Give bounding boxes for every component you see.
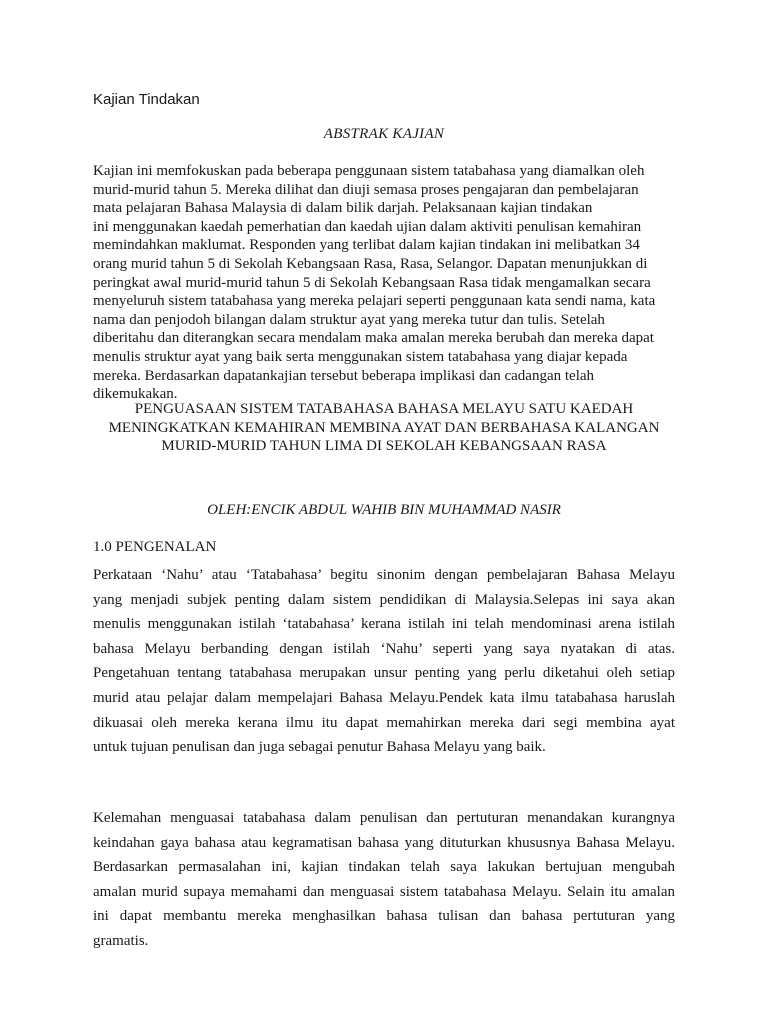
abstract-line: Kajian ini memfokuskan pada beberapa penggunaan sistem tatabahasa yang diamalkan oleh <box>93 163 645 179</box>
abstract-paragraph <box>93 162 693 404</box>
abstract-title: ABSTRAK KAJIAN <box>323 126 445 142</box>
paragraph-line: Berdasarkan permasalahan ini, kajian tindakan telah saya lakukan bertujuan mengubah <box>93 859 675 876</box>
abstract-line: dikemukakan. <box>93 386 178 403</box>
paragraph-line: gramatis. <box>93 932 149 949</box>
abstract-line: ini menggunakan kaedah pemerhatian dan kaedah ujian dalam aktiviti penulisan kemahiran <box>93 218 642 235</box>
paragraph-line: murid atau pelajar dalam mempelajari Bahasa Melayu.Pendek kata ilmu tatabahasa haruslah <box>93 689 675 706</box>
abstract-line: mata pelajaran Bahasa Malaysia di dalam bilik darjah. Pelaksanaan kajian tindakan <box>93 200 593 217</box>
abstract-line: menulis struktur ayat yang baik serta menggunakan sistem tatabahasa yang diajar kepada <box>93 348 628 365</box>
document-label: Kajian Tindakan <box>93 91 200 108</box>
paragraph-line: dikuasai oleh mereka kerana ilmu itu dapat memahirkan mereka dari segi membina ayat <box>93 714 675 731</box>
abstract-line: diberitahu dan diterangkan secara mendalam maka amalan mereka berubah dan mereka dapat <box>93 330 654 347</box>
abstract-line: memindahkan maklumat. Responden yang terlibat dalam kajian tindakan ini melibatkan 34 <box>93 237 640 254</box>
paragraph-line: menulis menggunakan istilah ‘tatabahasa’ kerana istilah ini telah mendominasi arena istilah <box>93 616 675 633</box>
paragraph-line: yang menjadi subjek penting dalam sistem pendidikan di Malaysia.Selepas ini saya akan <box>93 591 675 608</box>
main-title-line: MURID-MURID TAHUN LIMA DI SEKOLAH KEBANGSAAN RASA <box>161 438 607 455</box>
section-heading: 1.0 PENGENALAN <box>93 539 217 555</box>
paragraph-line: Kelemahan menguasai tatabahasa dalam penulisan dan pertuturan menandakan kurangnya <box>93 810 675 826</box>
main-title <box>93 400 675 456</box>
abstract-line: murid-murid tahun 5. Mereka dilihat dan diuji semasa proses pengajaran dan pembelajaran <box>93 181 639 198</box>
main-title-line: PENGUASAAN SISTEM TATABAHASA BAHASA MELAYU SATU KAEDAH <box>134 401 634 417</box>
main-title-line: MENINGKATKAN KEMAHIRAN MEMBINA AYAT DAN BERBAHASA KALANGAN <box>108 419 660 436</box>
abstract-line: menyeluruh sistem tatabahasa yang mereka pelajari seperti penggunaan kata sendi nama, kata <box>93 293 656 310</box>
paragraph-line: amalan murid supaya memahami dan menguasai sistem tatabahasa Melayu. Selain itu amalan <box>93 883 675 900</box>
abstract-line: peringkat awal murid-murid tahun 5 di Sekolah Kebangsaan Rasa tidak mengamalkan secara <box>93 274 651 291</box>
author-line: OLEH:ENCIK ABDUL WAHIB BIN MUHAMMAD NASIR <box>207 502 561 518</box>
paragraph-line: untuk tujuan penulisan dan juga sebagai penutur Bahasa Melayu yang baik. <box>93 739 546 756</box>
paragraph-line: Pengetahuan tentang tatabahasa merupakan unsur penting yang perlu diketahui oleh setiap <box>93 665 675 682</box>
paragraph-line: bahasa Melayu berbanding dengan istilah ‘Nahu’ seperti yang saya nyatakan di atas. <box>93 640 675 657</box>
paragraph-introduction <box>93 563 675 760</box>
paragraph-line: ini dapat membantu mereka menghasilkan bahasa tulisan dan bahasa pertuturan yang <box>93 908 675 925</box>
paragraph-line: keindahan gaya bahasa atau kegramatisan bahasa yang dituturkan khususnya Bahasa Melayu. <box>93 834 675 851</box>
paragraph-line: Perkataan ‘Nahu’ atau ‘Tatabahasa’ begitu sinonim dengan pembelajaran Bahasa Melayu <box>93 567 675 583</box>
abstract-line: nama dan penjodoh bilangan dalam struktur ayat yang mereka tutur dan tulis. Setelah <box>93 311 605 328</box>
abstract-line: mereka. Berdasarkan dapatankajian tersebut beberapa implikasi dan cadangan telah <box>93 367 595 384</box>
paragraph-weakness <box>93 806 675 954</box>
abstract-line: orang murid tahun 5 di Sekolah Kebangsaan Rasa, Rasa, Selangor. Dapatan menunjukkan di <box>93 255 648 272</box>
